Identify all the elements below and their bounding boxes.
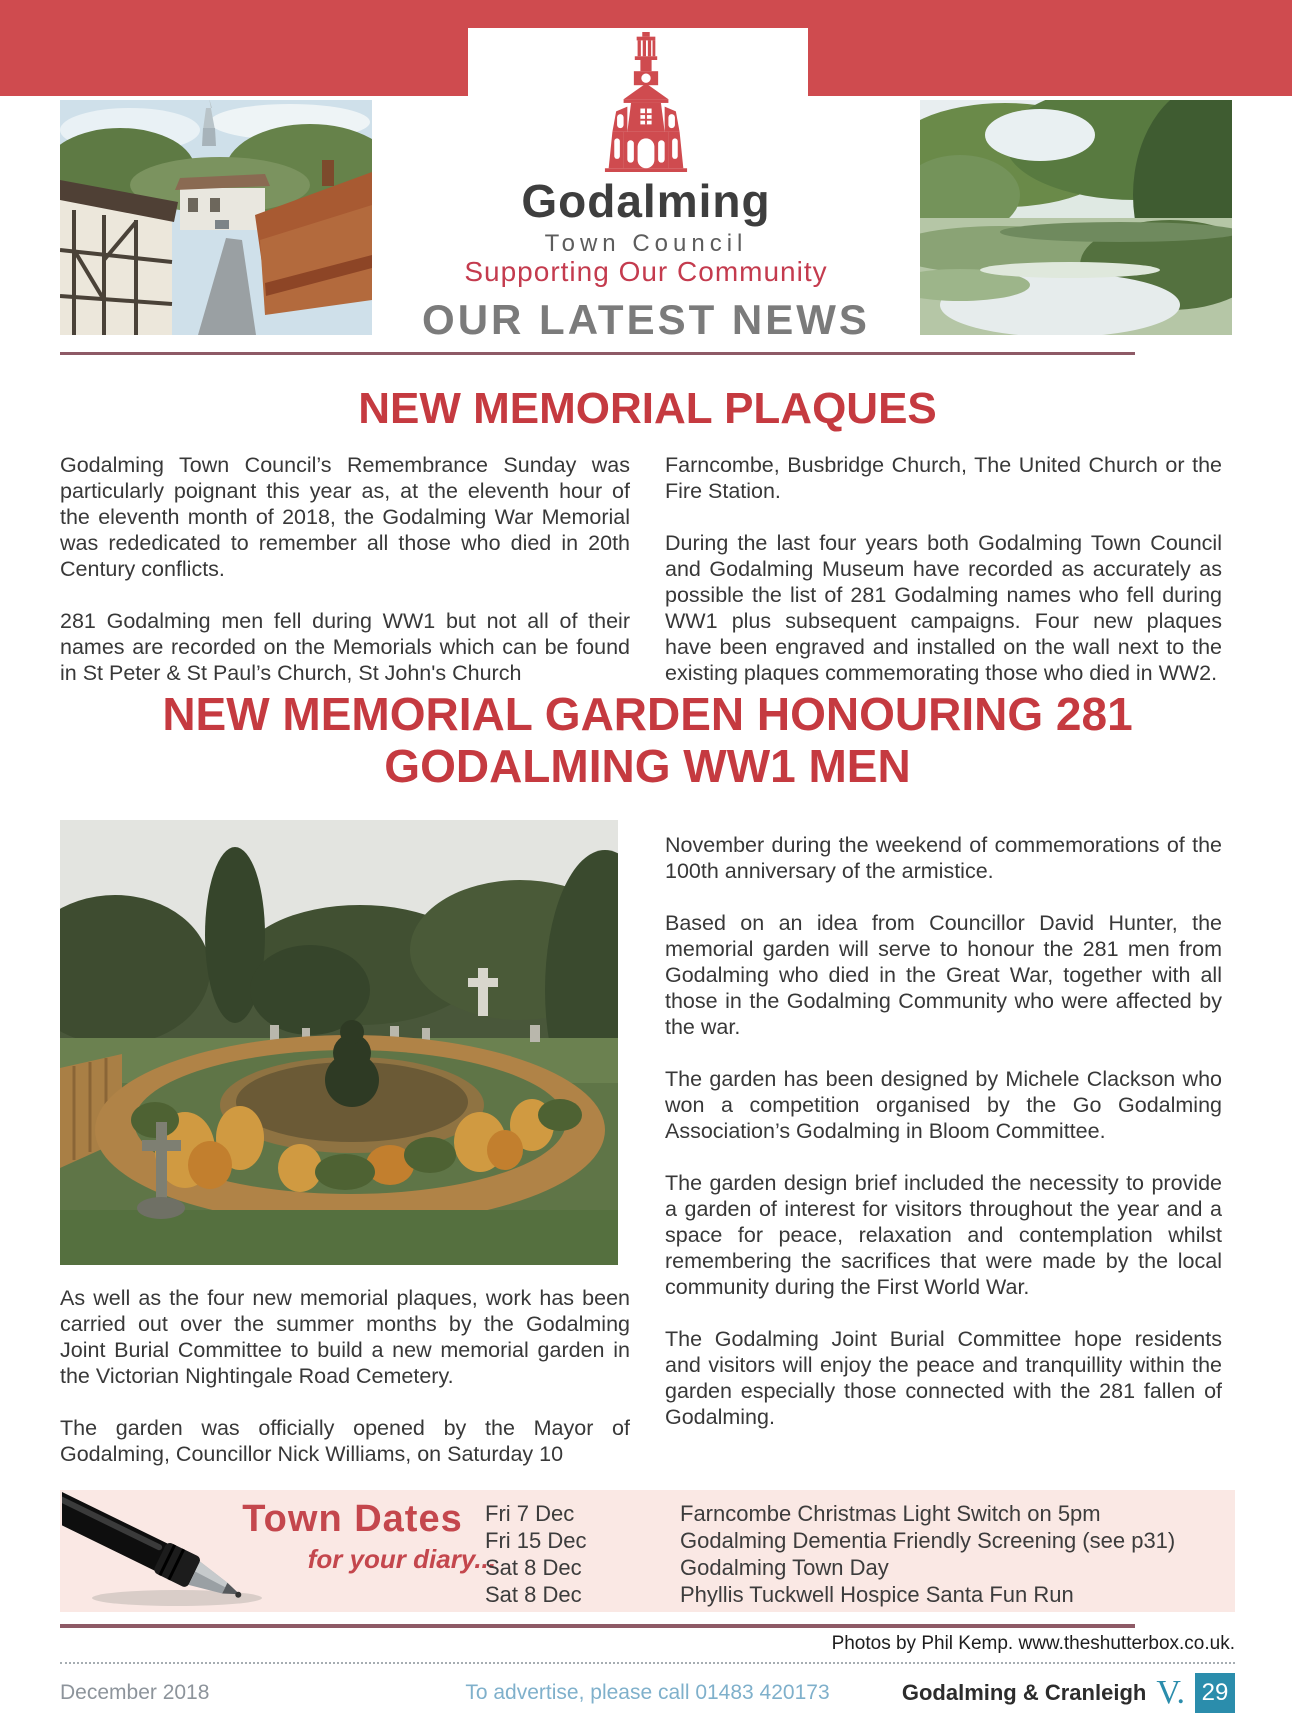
town-dates-title: Town Dates — [242, 1498, 463, 1540]
dotted-divider — [60, 1662, 1235, 1664]
event-date: Fri 7 Dec — [485, 1501, 575, 1526]
event-name: Godalming Town Day — [680, 1555, 889, 1580]
v-brand-mark: V. — [1156, 1674, 1185, 1711]
event-row — [485, 1527, 1220, 1554]
event-row — [485, 1500, 1220, 1527]
event-name: Farncombe Christmas Light Switch on 5pm — [680, 1501, 1101, 1526]
garden-right-column — [665, 820, 1222, 1467]
issue-date: December 2018 — [60, 1681, 210, 1704]
plaques-article — [60, 452, 1222, 686]
photo-credits: Photos by Phil Kemp. www.theshutterbox.co.uk. — [831, 1633, 1235, 1654]
tagline: Supporting Our Community — [464, 256, 828, 287]
body-paragraph: The Godalming Joint Burial Committee hope residents and visitors will enjoy the peace and tranquillity within the garden especially those connected with the 281 fallen of Godalming. — [665, 1327, 1222, 1429]
garden-article — [60, 820, 1222, 1467]
body-paragraph: Based on an idea from Councillor David Hunter, the memorial garden will serve to honour the 281 men from Godalming who died in the Great War, together with all those in the Godalming Community who were affected by the war. — [665, 911, 1222, 1039]
event-row — [485, 1554, 1220, 1581]
advertise-note: To advertise, please call 01483 420173 — [465, 1681, 830, 1704]
garden-photo — [60, 820, 618, 1265]
body-paragraph: The garden has been designed by Michele Clackson who won a competition organised by the Go Godalming Association’s Godalming in Bloom Committee. — [665, 1067, 1222, 1143]
town-dates-list — [485, 1500, 1220, 1608]
logo-name: Godalming — [521, 175, 771, 227]
body-paragraph: Farncombe, Busbridge Church, The United Church or the Fire Station. — [665, 453, 1222, 503]
body-paragraph: 281 Godalming men fell during WW1 but not all of their names are recorded on the Memorials which can be found in St Peter & St Paul’s Church, St John's Church — [60, 609, 630, 685]
body-paragraph: The garden design brief included the necessity to provide a garden of interest for visitors throughout the year and a space for peace, relaxation and contemplation whilst remembering the sacrifices that were made by the local community during the First World War. — [665, 1171, 1222, 1299]
town-dates-titles — [185, 1498, 520, 1575]
logo-subtitle: Town Council — [544, 230, 748, 257]
event-name: Godalming Dementia Friendly Screening (see p31) — [680, 1528, 1176, 1553]
body-paragraph: Godalming Town Council’s Remembrance Sunday was particularly poignant this year as, at the eleventh hour of the eleventh month of 2018, the Godalming War Memorial was rededicated to remember all those who died in 20th Century conflicts. — [60, 453, 630, 581]
header-divider-line — [60, 352, 1135, 355]
plaques-right-column — [665, 452, 1222, 686]
plaques-article-title: NEW MEMORIAL PLAQUES — [358, 384, 937, 433]
town-dates-panel — [60, 1490, 1235, 1612]
footer — [60, 1672, 1235, 1714]
body-paragraph: The garden was officially opened by the Mayor of Godalming, Councillor Nick Williams, on Saturday 10 — [60, 1416, 630, 1466]
event-date: Fri 15 Dec — [485, 1528, 587, 1553]
event-date: Sat 8 Dec — [485, 1555, 582, 1580]
body-paragraph: During the last four years both Godalming Town Council and Godalming Museum have recorded as accurately as possible the list of 281 Godalming names who fell during WW1 plus subsequent campaigns. Four new plaques have been engraved and installed on the wall next to the existing plaques commemorating those who died in WW2. — [665, 531, 1222, 685]
body-paragraph: November during the weekend of commemorations of the 100th anniversary of the armistice. — [665, 833, 1222, 883]
garden-title-line1: NEW MEMORIAL GARDEN HONOURING 281 — [162, 688, 1133, 740]
town-dates-subtitle: for your diary... — [307, 1544, 496, 1574]
body-paragraph: As well as the four new memorial plaques, work has been carried out over the summer months by the Godalming Joint Burial Committee to build a new memorial garden in the Victorian Nightingale Road Cemetery. — [60, 1286, 630, 1388]
footer-divider-line — [60, 1624, 1135, 1628]
garden-left-column — [60, 820, 630, 1467]
event-date: Sat 8 Dec — [485, 1582, 582, 1607]
event-row — [485, 1581, 1220, 1608]
garden-article-title — [60, 688, 1235, 792]
header-logo-block — [430, 32, 862, 258]
publication-name: Godalming & Cranleigh — [901, 1680, 1147, 1705]
event-name: Phyllis Tuckwell Hospice Santa Fun Run — [680, 1582, 1074, 1607]
footer-brand — [902, 1673, 1235, 1713]
pepperpot-building-icon — [598, 32, 694, 172]
garden-title-line2: GODALMING WW1 MEN — [384, 740, 911, 792]
plaques-left-column — [60, 452, 630, 686]
page-number-badge: 29 — [1195, 1673, 1235, 1713]
latest-news-heading: OUR LATEST NEWS — [422, 296, 870, 343]
